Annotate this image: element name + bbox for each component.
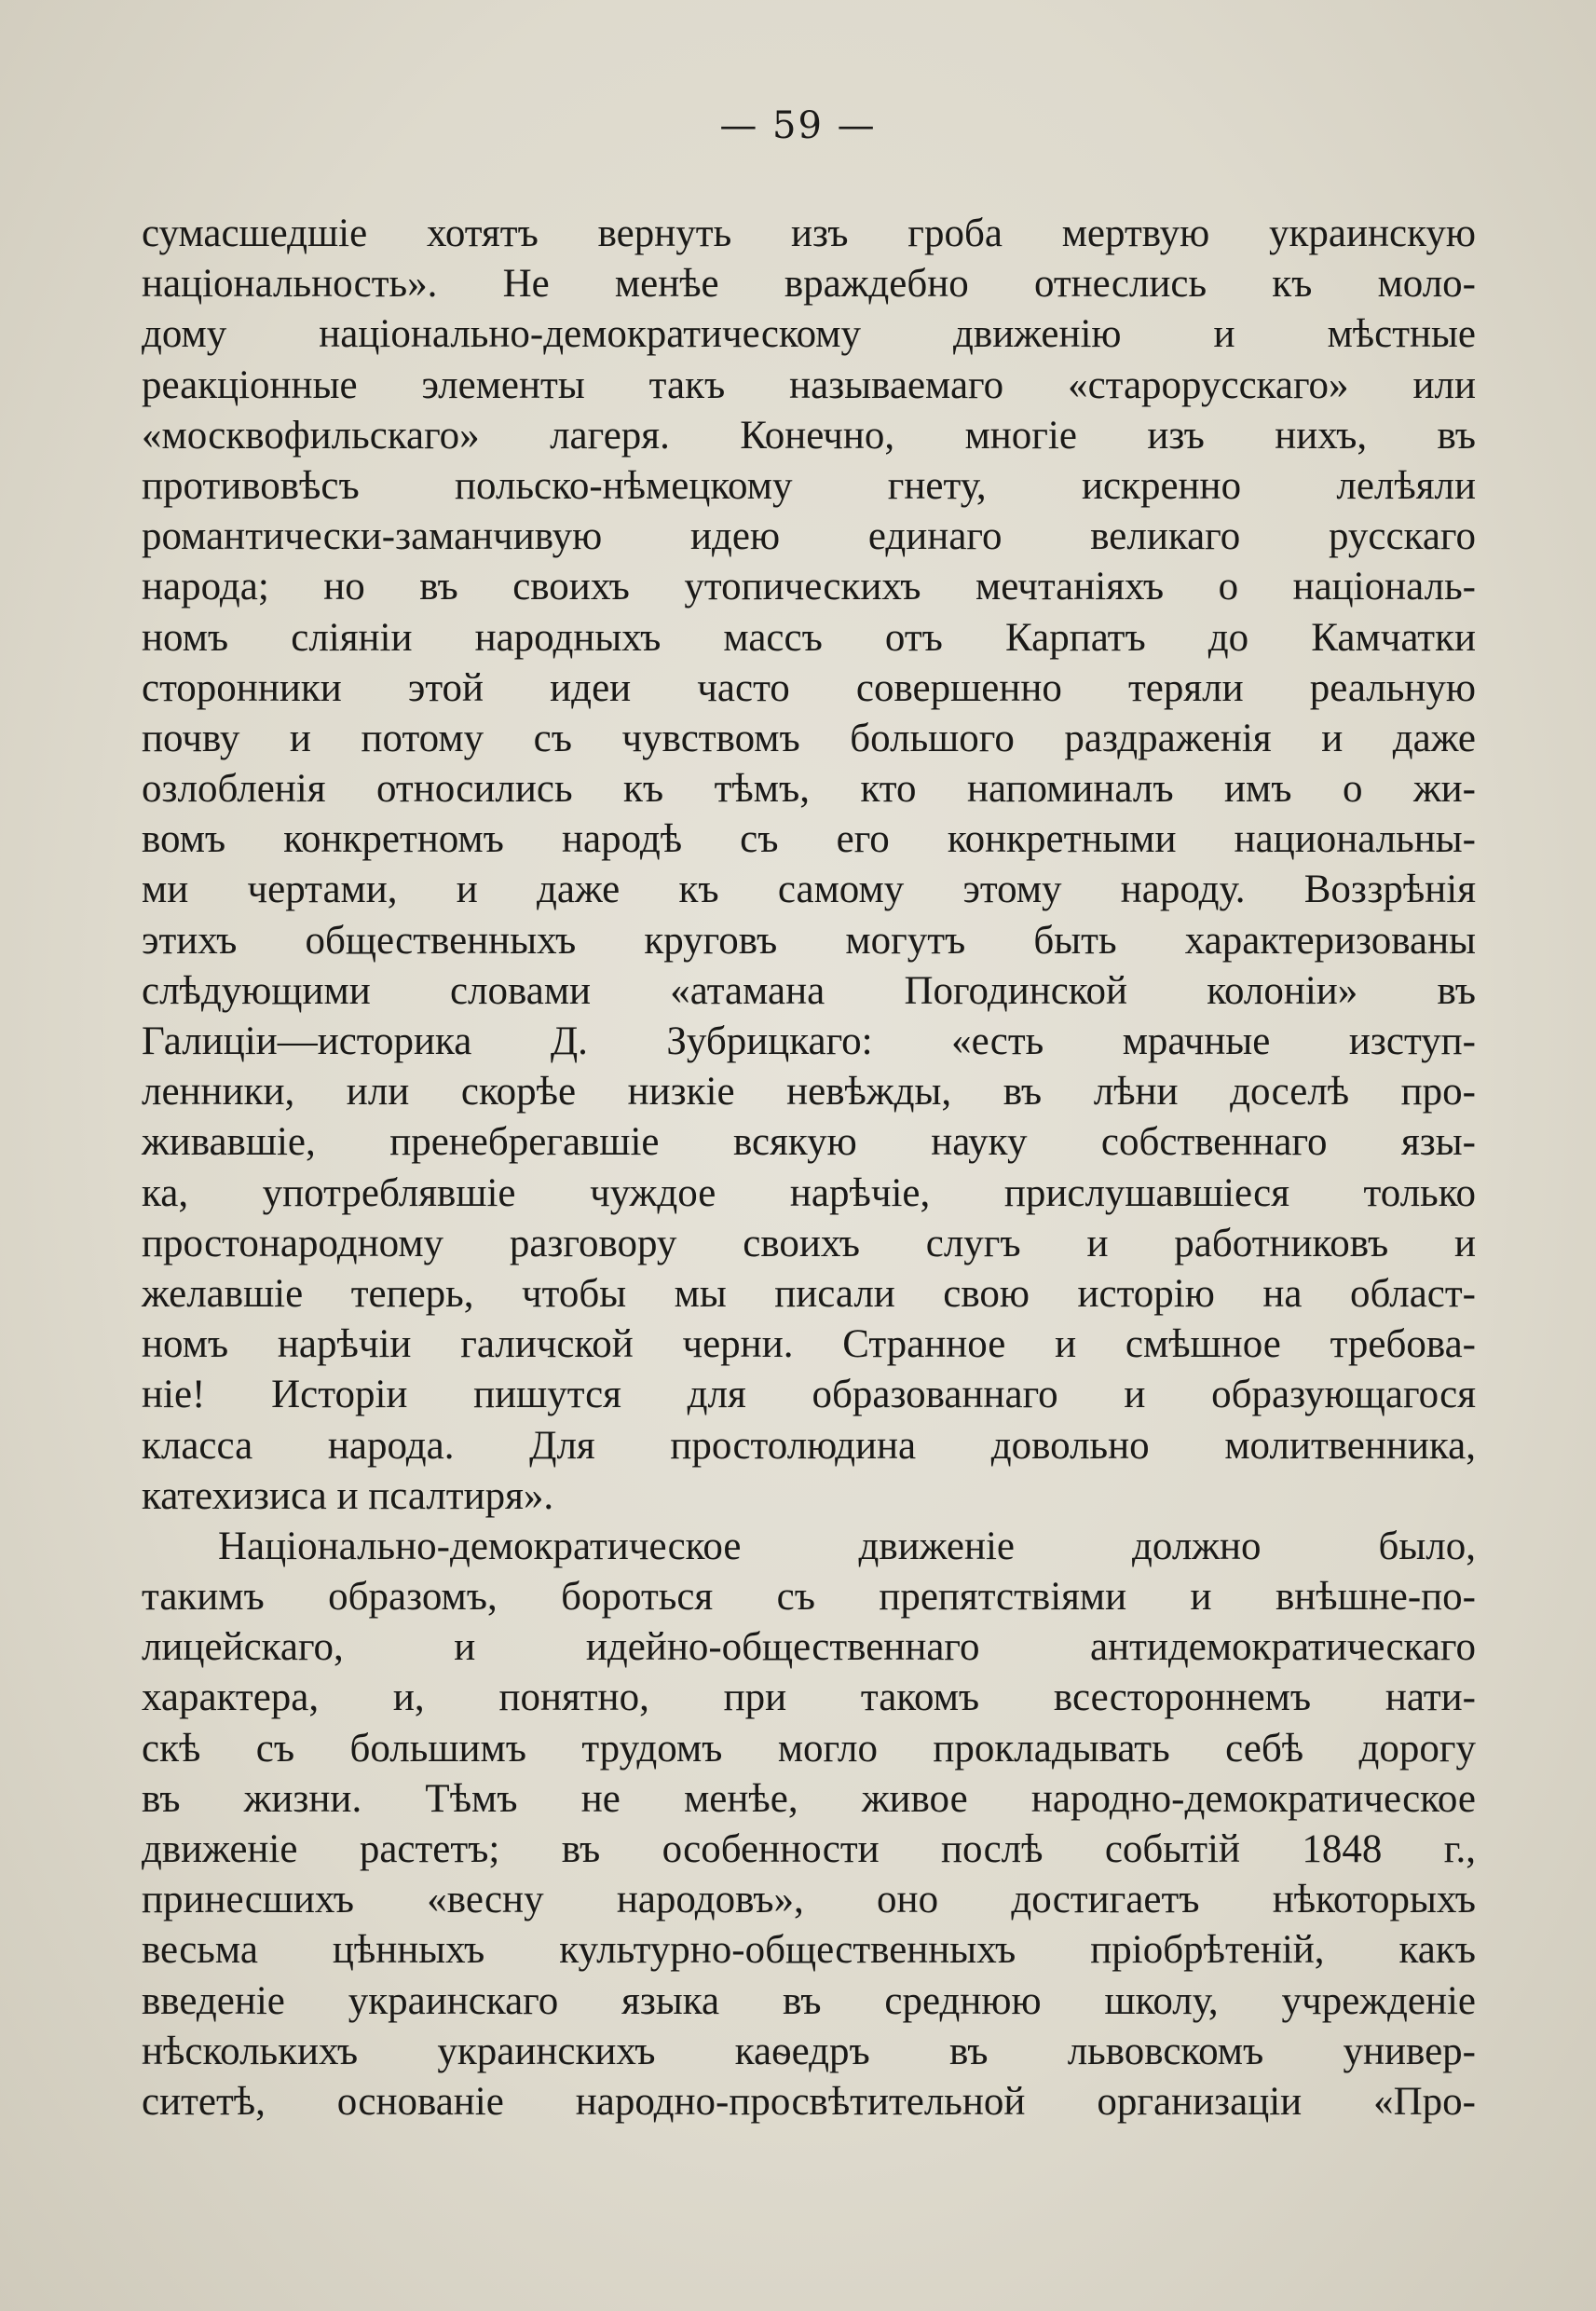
text-line: характера, и, понятно, при такомъ всестороннемъ нати- <box>142 1675 1476 1720</box>
text-line: номъ сліяніи народныхъ массъ отъ Карпатъ до Камчатки <box>142 615 1476 660</box>
text-line: народа; но въ своихъ утопическихъ мечтаніяхъ о національ- <box>142 565 1476 609</box>
text-line: введеніе украинскаго языка въ среднюю школу, учрежденіе <box>142 1978 1476 2023</box>
body-text <box>142 209 1476 2127</box>
text-line: ка, употреблявшіе чуждое нарѣчіе, прислушавшіеся только <box>142 1170 1476 1215</box>
text-line: сумасшедшіе хотятъ вернуть изъ гроба мертвую украинскую <box>142 212 1476 255</box>
text-line: нѣсколькихъ украинскихъ каѳедръ въ львовскомъ универ- <box>142 2029 1476 2073</box>
text-line: сторонники этой идеи часто совершенно теряли реальную <box>142 665 1476 710</box>
text-line: дому національно-демократическому движенію и мѣстные <box>142 312 1476 357</box>
text-line: движеніе растетъ; въ особенности послѣ событій 1848 г., <box>142 1827 1476 1871</box>
text-line: Галиціи—историка Д. Зубрицкаго: «есть мрачные изступ- <box>142 1019 1476 1063</box>
text-line: національность». Не менѣе враждебно отнеслись къ моло- <box>142 262 1476 307</box>
text-line: реакціонные элементы такъ называемаго «старорусскаго» или <box>142 362 1476 407</box>
text-line: принесшихъ «весну народовъ», оно достигаетъ нѣкоторыхъ <box>142 1878 1476 1922</box>
text-line: въ жизни. Тѣмъ не менѣе, живое народно-демократическое <box>142 1776 1476 1821</box>
text-line: романтически-заманчивую идею единаго великаго русскаго <box>142 514 1476 559</box>
text-line: желавшіе теперь, чтобы мы писали свою исторію на област- <box>142 1271 1476 1316</box>
text-line: ситетѣ, основаніе народно-просвѣтительной организаціи «Про- <box>142 2079 1476 2124</box>
text-line: класса народа. Для простолюдина довольно молитвенника, <box>142 1423 1476 1468</box>
text-line: номъ нарѣчіи галичской черни. Странное и смѣшное требова- <box>142 1322 1476 1367</box>
text-line: такимъ образомъ, бороться съ препятствіями и внѣшне-по- <box>142 1575 1476 1620</box>
text-line-paragraph-end: катехизиса и псалтиря». <box>142 1473 554 1518</box>
text-line: почву и потому съ чувствомъ большого раздраженія и даже <box>142 716 1476 760</box>
text-line: ніе! Исторіи пишутся для образованнаго и образующагося <box>142 1373 1476 1417</box>
text-line: скѣ съ большимъ трудомъ могло прокладывать себѣ дорогу <box>142 1726 1476 1771</box>
text-line: ленники, или скорѣе низкіе невѣжды, въ лѣни доселѣ про- <box>142 1070 1476 1114</box>
text-line: ми чертами, и даже къ самому этому народу. Воззрѣнія <box>142 868 1476 912</box>
text-line: лицейскаго, и идейно-общественнаго антидемократическаго <box>142 1625 1476 1670</box>
text-line: вомъ конкретномъ народѣ съ его конкретными национальны- <box>142 817 1476 862</box>
text-line: «москвофильскаго» лагеря. Конечно, многіе изъ нихъ, въ <box>142 413 1476 458</box>
text-line: слѣдующими словами «атамана Погодинской колоніи» въ <box>142 968 1476 1013</box>
text-line: противовѣсъ польско-нѣмецкому гнету, искренно лелѣяли <box>142 463 1476 508</box>
page-number: — 59 — <box>719 104 877 147</box>
text-line-paragraph-start: Національно-демократическое движеніе должно было, <box>218 1524 1476 1568</box>
text-line: этихъ общественныхъ круговъ могутъ быть характеризованы <box>142 918 1476 963</box>
text-line: весьма цѣнныхъ культурно-общественныхъ пріобрѣтеній, какъ <box>142 1928 1476 1973</box>
text-line: простонародному разговору своихъ слугъ и работниковъ и <box>142 1221 1476 1265</box>
text-line: озлобленія относились къ тѣмъ, кто напоминалъ имъ о жи- <box>142 767 1476 812</box>
text-line: живавшіе, пренебрегавшіе всякую науку собственнаго язы- <box>142 1120 1476 1165</box>
